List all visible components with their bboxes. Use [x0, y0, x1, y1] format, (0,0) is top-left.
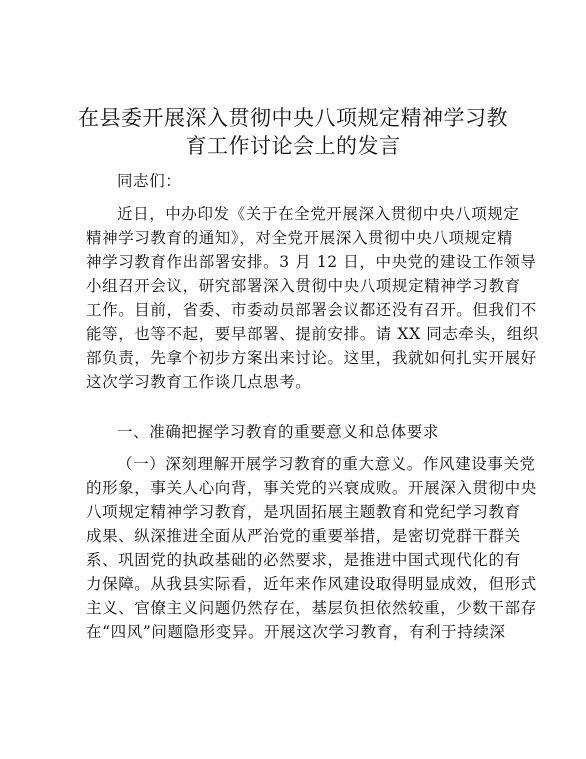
paragraph-line: 精神学习教育的通知》，对全党开展深入贯彻中央八项规定精 — [86, 229, 513, 247]
paragraph-line: 八项规定精神学习教育，是巩固拓展主题教育和党纪学习教育 — [86, 503, 521, 521]
paragraph-line: 近日，中办印发《关于在全党开展深入贯彻中央八项规定 — [117, 205, 520, 223]
salutation: 同志们： — [117, 172, 182, 190]
document-title-line-2: 育工作讨论会上的发言 — [185, 134, 401, 158]
paragraph-line: 成果、纵深推进全面从严治党的重要举措，是密切党群干群关 — [86, 527, 521, 545]
paragraph-line: 系、巩固党的执政基础的必然要求，是推进中国式现代化的有 — [86, 551, 521, 569]
paragraph-line: 神学习教育作出部署安排。3 月 12 日，中央党的建设工作领导 — [86, 253, 537, 271]
document-title-line-1: 在县委开展深入贯彻中央八项规定精神学习教 — [78, 106, 508, 130]
paragraph-line: （一）深刻理解开展学习教育的重大意义。作风建设事关党 — [117, 455, 536, 473]
paragraph-line: 小组召开会议，研究部署深入贯彻中央八项规定精神学习教育 — [86, 277, 521, 295]
paragraph-line: 工作。目前，省委、市委动员部署会议都还没有召开。但我们不 — [86, 301, 537, 319]
paragraph-line: 在“四风”问题隐形变异。开展这次学习教育，有利于持续深 — [86, 623, 506, 641]
paragraph-line: 这次学习教育工作谈几点思考。 — [86, 373, 312, 391]
section-heading: 一、准确把握学习教育的重要意义和总体要求 — [117, 423, 440, 441]
paragraph-line: 的形象，事关人心向背，事关党的兴衰成败。开展深入贯彻中央 — [86, 479, 537, 497]
paragraph-line: 主义、官僚主义问题仍然存在，基层负担依然较重，少数干部存 — [86, 599, 537, 617]
paragraph-line: 部负责，先拿个初步方案出来讨论。这里，我就如何扎实开展好 — [86, 349, 537, 367]
paragraph-line: 能等，也等不起，要早部署、提前安排。请 XX 同志牵头，组织 — [86, 325, 539, 343]
paragraph-line: 力保障。从我县实际看，近年来作风建设取得明显成效，但形式 — [86, 575, 537, 593]
